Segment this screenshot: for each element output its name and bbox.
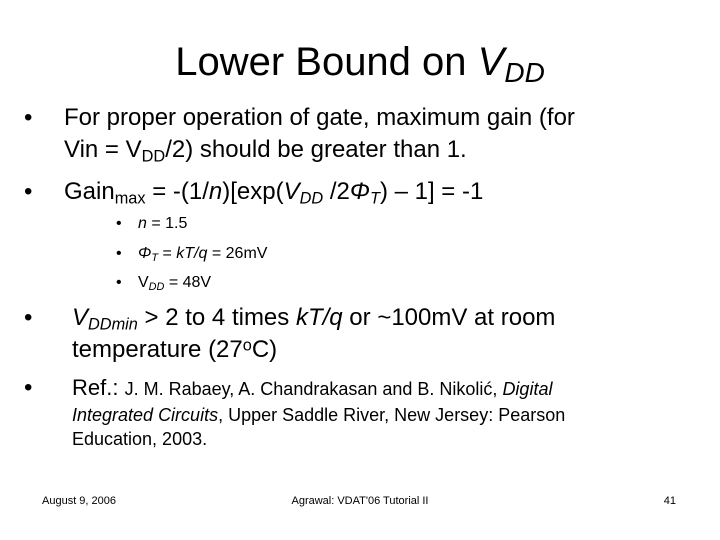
bullet-marker: • bbox=[24, 104, 33, 131]
text-span: Digital bbox=[502, 379, 553, 399]
slide-title bbox=[0, 36, 720, 88]
text-span: = 1.5 bbox=[146, 215, 188, 232]
text-span: V bbox=[72, 304, 89, 331]
title-var: V bbox=[477, 40, 505, 84]
text-span: = -(1/ bbox=[145, 178, 209, 205]
bullet-line bbox=[72, 374, 565, 403]
bullet-marker: • bbox=[24, 178, 33, 205]
subscript: DD bbox=[299, 189, 324, 208]
subscript: T bbox=[151, 252, 159, 265]
title-sub: DD bbox=[504, 57, 545, 88]
text-span: Vin = V bbox=[64, 136, 142, 163]
text-span: Integrated Circuits bbox=[72, 405, 219, 425]
bullet-line bbox=[72, 403, 565, 427]
bullet-text bbox=[72, 302, 555, 366]
bullet-line bbox=[72, 334, 555, 366]
bullet-marker: • bbox=[116, 274, 122, 291]
text-span: /2 bbox=[323, 178, 350, 205]
bullet-line bbox=[64, 134, 575, 166]
bullet-vddmin bbox=[24, 302, 704, 366]
text-span: or ~100mV at room bbox=[342, 304, 556, 331]
text-span: , Upper Saddle River, New Jersey: Pearson bbox=[218, 405, 566, 425]
text-span: ) – 1] = -1 bbox=[379, 178, 484, 205]
footer-date: August 9, 2006 bbox=[42, 495, 117, 507]
bullet-text bbox=[64, 102, 575, 166]
footer-center: Agrawal: VDAT'06 Tutorial II bbox=[291, 495, 429, 507]
text-span: Ref.: bbox=[72, 375, 125, 400]
text-span: V bbox=[138, 274, 149, 291]
bullet-marker: • bbox=[24, 304, 33, 331]
subbullet-phi-t bbox=[116, 242, 616, 266]
title-prefix: Lower Bound on bbox=[175, 40, 478, 84]
bullet-marker: • bbox=[24, 374, 33, 401]
text-span: Φ bbox=[349, 178, 370, 205]
text-span: > 2 to 4 times bbox=[137, 304, 296, 331]
bullet-line: For proper operation of gate, maximum gain (for bbox=[64, 104, 575, 131]
subscript: max bbox=[114, 189, 146, 208]
text-span: Φ bbox=[138, 245, 152, 262]
text-span: /2) should be greater than 1. bbox=[165, 136, 467, 163]
subscript: DDmin bbox=[88, 315, 138, 334]
bullet-text bbox=[138, 242, 267, 266]
bullet-text bbox=[138, 212, 187, 236]
bullet-line bbox=[72, 302, 555, 334]
bullet-text bbox=[72, 374, 565, 451]
superscript: o bbox=[242, 336, 252, 355]
text-span: = 48V bbox=[164, 274, 212, 291]
subscript: DD bbox=[148, 281, 165, 294]
text-span: J. M. Rabaey, A. Chandrakasan and B. Nikolić, bbox=[124, 379, 503, 399]
text-span: = 26mV bbox=[207, 245, 268, 262]
text-span: kT/q bbox=[176, 245, 208, 262]
subbullet-n bbox=[116, 212, 616, 236]
text-span: Gain bbox=[64, 178, 115, 205]
bullet-line: Education, 2003. bbox=[72, 429, 208, 449]
bullet-marker: • bbox=[116, 215, 122, 232]
bullet-text bbox=[138, 271, 211, 295]
text-span: n bbox=[208, 178, 223, 205]
text-span: V bbox=[283, 178, 300, 205]
text-span: C) bbox=[251, 336, 278, 363]
bullet-reference bbox=[24, 374, 704, 454]
bullet-text bbox=[64, 176, 483, 208]
subscript: DD bbox=[141, 147, 166, 166]
text-span: )[exp( bbox=[222, 178, 284, 205]
text-span: n bbox=[138, 215, 147, 232]
text-span: temperature (27 bbox=[72, 336, 243, 363]
subscript: T bbox=[369, 189, 380, 208]
bullet-gain-requirement bbox=[24, 102, 704, 166]
bullet-gain-formula bbox=[24, 176, 704, 208]
subbullet-vdd bbox=[116, 271, 616, 295]
bullet-marker: • bbox=[116, 245, 122, 262]
text-span: kT/q bbox=[295, 304, 343, 331]
text-span: = bbox=[158, 245, 177, 262]
footer-page-number: 41 bbox=[663, 495, 676, 507]
